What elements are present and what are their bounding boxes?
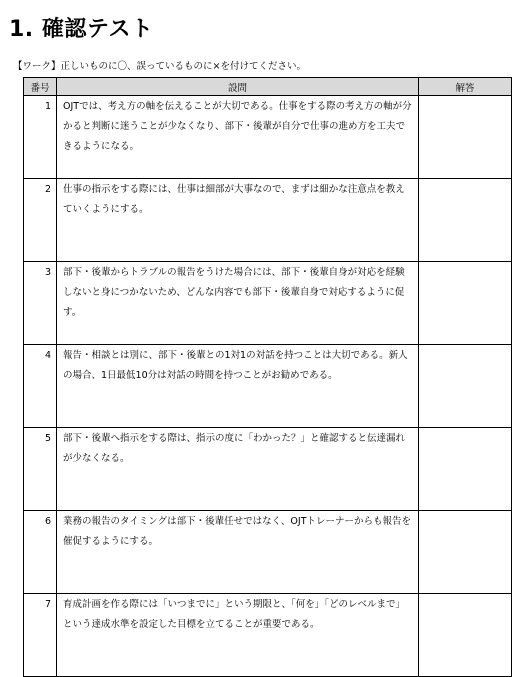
- quiz-table: [23, 77, 512, 677]
- header-question: 設問: [57, 78, 419, 96]
- question-text: 育成計画を作る際には「いつまでに」という期限と、「何を」「どのレベルまで」という達成水準を設定した目標を立てることが重要である。: [57, 594, 419, 677]
- table-row: [24, 345, 512, 428]
- question-text: OJTでは、考え方の軸を伝えることが大切である。仕事をする際の考え方の軸が分かると判断に迷うことが少なくなり、部下・後輩が自分で仕事の進め方を工夫できるようになる。: [57, 96, 419, 179]
- answer-cell[interactable]: [419, 96, 512, 179]
- table-header-row: [24, 78, 512, 96]
- question-text: 部下・後輩からトラブルの報告をうけた場合には、部下・後輩自身が対応を経験しないと身につかないため、どんな内容でも部下・後輩自身で対応するように促す。: [57, 262, 419, 345]
- answer-cell[interactable]: [419, 594, 512, 677]
- question-text: 報告・相談とは別に、部下・後輩との1対1の対話を持つことは大切である。新人の場合、1日最低10分は対話の時間を持つことがお勧めである。: [57, 345, 419, 428]
- table-row: [24, 262, 512, 345]
- question-text: 仕事の指示をする際には、仕事は細部が大事なので、まずは細かな注意点を教えていくようにする。: [57, 179, 419, 262]
- answer-cell[interactable]: [419, 428, 512, 511]
- answer-cell[interactable]: [419, 345, 512, 428]
- table-row: [24, 594, 512, 677]
- table-row: [24, 511, 512, 594]
- question-text: 部下・後輩へ指示をする際は、指示の度に「わかった？」と確認すると伝達漏れが少なくなる。: [57, 428, 419, 511]
- table-row: [24, 428, 512, 511]
- question-number: 7: [24, 594, 57, 677]
- question-number: 2: [24, 179, 57, 262]
- question-number: 3: [24, 262, 57, 345]
- answer-cell[interactable]: [419, 179, 512, 262]
- question-number: 5: [24, 428, 57, 511]
- table-row: [24, 96, 512, 179]
- instruction-text: 【ワーク】正しいものに〇、誤っているものに×を付けてください。: [13, 61, 306, 72]
- answer-cell[interactable]: [419, 511, 512, 594]
- table-row: [24, 179, 512, 262]
- question-text: 業務の報告のタイミングは部下・後輩任せではなく、OJTトレーナーからも報告を催促するようにする。: [57, 511, 419, 594]
- header-number: 番号: [24, 78, 57, 96]
- question-number: 1: [24, 96, 57, 179]
- question-number: 6: [24, 511, 57, 594]
- page-title: 1. 確認テスト: [9, 17, 154, 42]
- header-answer: 解答: [419, 78, 512, 96]
- answer-cell[interactable]: [419, 262, 512, 345]
- question-number: 4: [24, 345, 57, 428]
